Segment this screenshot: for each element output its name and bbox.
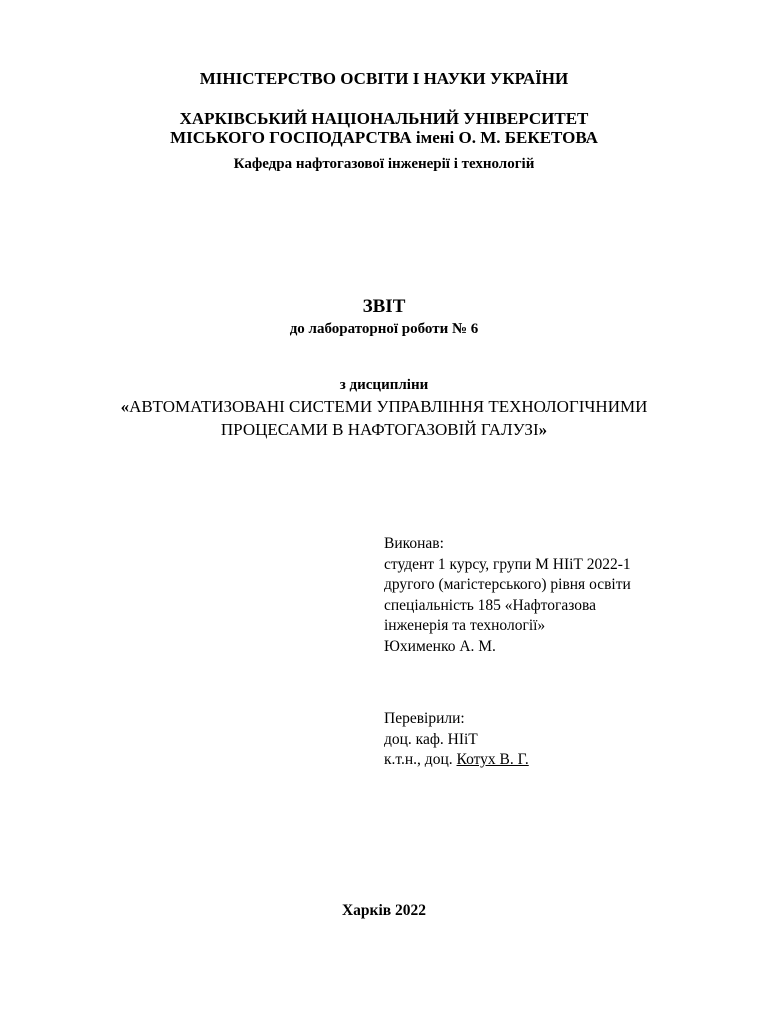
close-quote: » xyxy=(538,420,548,439)
university-name-line2: МІСЬКОГО ГОСПОДАРСТВА імені О. М. БЕКЕТОВА xyxy=(170,128,598,147)
department-name: Кафедра нафтогазової інженерії і технологій xyxy=(233,156,535,172)
performed-by-block xyxy=(384,534,631,657)
checked-line2 xyxy=(384,750,529,771)
performed-line3: спеціальність 185 «Нафтогазова xyxy=(384,596,596,614)
performed-line4: інженерія та технології» xyxy=(384,617,546,634)
performed-label: Виконав: xyxy=(384,535,444,552)
discipline-line1-text: АВТОМАТИЗОВАНІ СИСТЕМИ УПРАВЛІННЯ ТЕХНОЛОГІЧНИМИ xyxy=(129,397,648,416)
discipline-name-line2 xyxy=(0,421,768,438)
checked-line2-prefix: к.т.н., доц. xyxy=(384,751,457,768)
discipline-name-line1 xyxy=(0,398,768,415)
university-name-line1: ХАРКІВСЬКИЙ НАЦІОНАЛЬНИЙ УНІВЕРСИТЕТ xyxy=(179,109,589,128)
checked-by-block xyxy=(384,709,529,771)
discipline-line2-text: ПРОЦЕСАМИ В НАФТОГАЗОВІЙ ГАЛУЗІ xyxy=(220,420,539,439)
checked-label: Перевірили: xyxy=(384,710,465,727)
lab-work-subtitle: до лабораторної роботи № 6 xyxy=(289,321,479,337)
open-quote: « xyxy=(120,397,130,416)
discipline-label: з дисципліни xyxy=(339,377,429,393)
performed-line1: студент 1 курсу, групи М НІіТ 2022-1 xyxy=(384,555,631,573)
report-title: ЗВІТ xyxy=(362,296,406,317)
supervisor-name: Котух В. Г. xyxy=(456,751,529,768)
city-year: Харків 2022 xyxy=(341,902,427,919)
performed-line2: другого (магістерського) рівня освіти xyxy=(384,576,631,593)
ministry-title: МІНІСТЕРСТВО ОСВІТИ І НАУКИ УКРАЇНИ xyxy=(199,69,569,88)
student-name: Юхименко А. М. xyxy=(384,637,496,655)
checked-line1: доц. каф. НІіТ xyxy=(384,730,478,748)
